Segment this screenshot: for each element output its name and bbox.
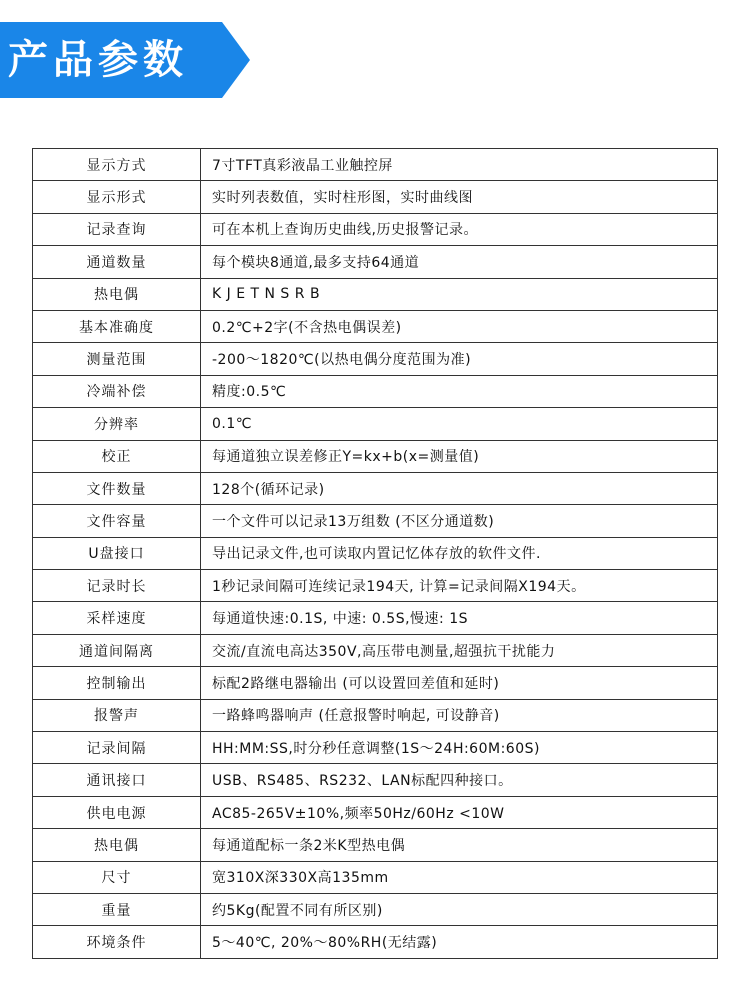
spec-key: 记录时长 — [33, 570, 201, 602]
spec-row — [33, 343, 718, 375]
spec-value: HH:MM:SS,时分秒任意调整(1S～24H:60M:60S) — [201, 732, 718, 764]
spec-key: 重量 — [33, 893, 201, 925]
spec-row — [33, 181, 718, 213]
spec-value: 5～40℃, 20%～80%RH(无结露) — [201, 926, 718, 958]
spec-value: 一个文件可以记录13万组数 (不区分通道数) — [201, 505, 718, 537]
spec-value: 1秒记录间隔可连续记录194天, 计算=记录间隔X194天。 — [201, 570, 718, 602]
spec-row — [33, 926, 718, 958]
spec-value: 7寸TFT真彩液晶工业触控屏 — [201, 149, 718, 181]
spec-value: 交流/直流电高达350V,高压带电测量,超强抗干扰能力 — [201, 634, 718, 666]
spec-row — [33, 246, 718, 278]
spec-key: 控制输出 — [33, 667, 201, 699]
spec-key: 通讯接口 — [33, 764, 201, 796]
spec-row — [33, 732, 718, 764]
spec-value: 标配2路继电器输出 (可以设置回差值和延时) — [201, 667, 718, 699]
spec-value: K J E T N S R B — [201, 278, 718, 310]
spec-key: 分辨率 — [33, 408, 201, 440]
spec-row — [33, 149, 718, 181]
spec-key: 显示形式 — [33, 181, 201, 213]
spec-key: 通道数量 — [33, 246, 201, 278]
spec-row — [33, 213, 718, 245]
spec-key: 尺寸 — [33, 861, 201, 893]
spec-value: 约5Kg(配置不同有所区别) — [201, 893, 718, 925]
spec-row — [33, 375, 718, 407]
spec-row — [33, 472, 718, 504]
spec-row — [33, 505, 718, 537]
spec-key: 显示方式 — [33, 149, 201, 181]
spec-value: 导出记录文件,也可读取内置记忆体存放的软件文件. — [201, 537, 718, 569]
spec-row — [33, 440, 718, 472]
spec-key: 环境条件 — [33, 926, 201, 958]
spec-value: -200～1820℃(以热电偶分度范围为准) — [201, 343, 718, 375]
spec-row — [33, 796, 718, 828]
spec-row — [33, 310, 718, 342]
spec-key: U盘接口 — [33, 537, 201, 569]
spec-row — [33, 699, 718, 731]
spec-value: 每通道配标一条2米K型热电偶 — [201, 829, 718, 861]
header-banner — [0, 22, 250, 98]
spec-value: 一路蜂鸣器响声 (任意报警时响起, 可设静音) — [201, 699, 718, 731]
spec-row — [33, 278, 718, 310]
spec-key: 文件容量 — [33, 505, 201, 537]
spec-value: 宽310X深330X高135mm — [201, 861, 718, 893]
spec-value: 实时列表数值，实时柱形图，实时曲线图 — [201, 181, 718, 213]
spec-key: 供电电源 — [33, 796, 201, 828]
spec-row — [33, 764, 718, 796]
spec-value: 每个模块8通道,最多支持64通道 — [201, 246, 718, 278]
spec-row — [33, 829, 718, 861]
spec-value: USB、RS485、RS232、LAN标配四种接口。 — [201, 764, 718, 796]
spec-value: 每通道独立误差修正Y=kx+b(x=测量值) — [201, 440, 718, 472]
spec-value: 0.2℃+2字(不含热电偶误差) — [201, 310, 718, 342]
spec-key: 基本准确度 — [33, 310, 201, 342]
spec-key: 测量范围 — [33, 343, 201, 375]
spec-row — [33, 861, 718, 893]
spec-key: 记录查询 — [33, 213, 201, 245]
spec-row — [33, 408, 718, 440]
spec-value: AC85-265V±10%,频率50Hz/60Hz <10W — [201, 796, 718, 828]
spec-table — [32, 148, 718, 959]
spec-key: 采样速度 — [33, 602, 201, 634]
spec-value: 可在本机上查询历史曲线,历史报警记录。 — [201, 213, 718, 245]
spec-key: 报警声 — [33, 699, 201, 731]
page-title: 产品参数 — [8, 37, 188, 83]
spec-value: 128个(循环记录) — [201, 472, 718, 504]
spec-value: 0.1℃ — [201, 408, 718, 440]
spec-key: 热电偶 — [33, 829, 201, 861]
spec-key: 通道间隔离 — [33, 634, 201, 666]
spec-row — [33, 667, 718, 699]
spec-key: 校正 — [33, 440, 201, 472]
spec-row — [33, 537, 718, 569]
spec-value: 每通道快速:0.1S, 中速: 0.5S,慢速: 1S — [201, 602, 718, 634]
spec-row — [33, 893, 718, 925]
spec-value: 精度:0.5℃ — [201, 375, 718, 407]
spec-key: 文件数量 — [33, 472, 201, 504]
spec-key: 冷端补偿 — [33, 375, 201, 407]
spec-key: 记录间隔 — [33, 732, 201, 764]
spec-key: 热电偶 — [33, 278, 201, 310]
spec-row — [33, 570, 718, 602]
spec-row — [33, 634, 718, 666]
spec-row — [33, 602, 718, 634]
